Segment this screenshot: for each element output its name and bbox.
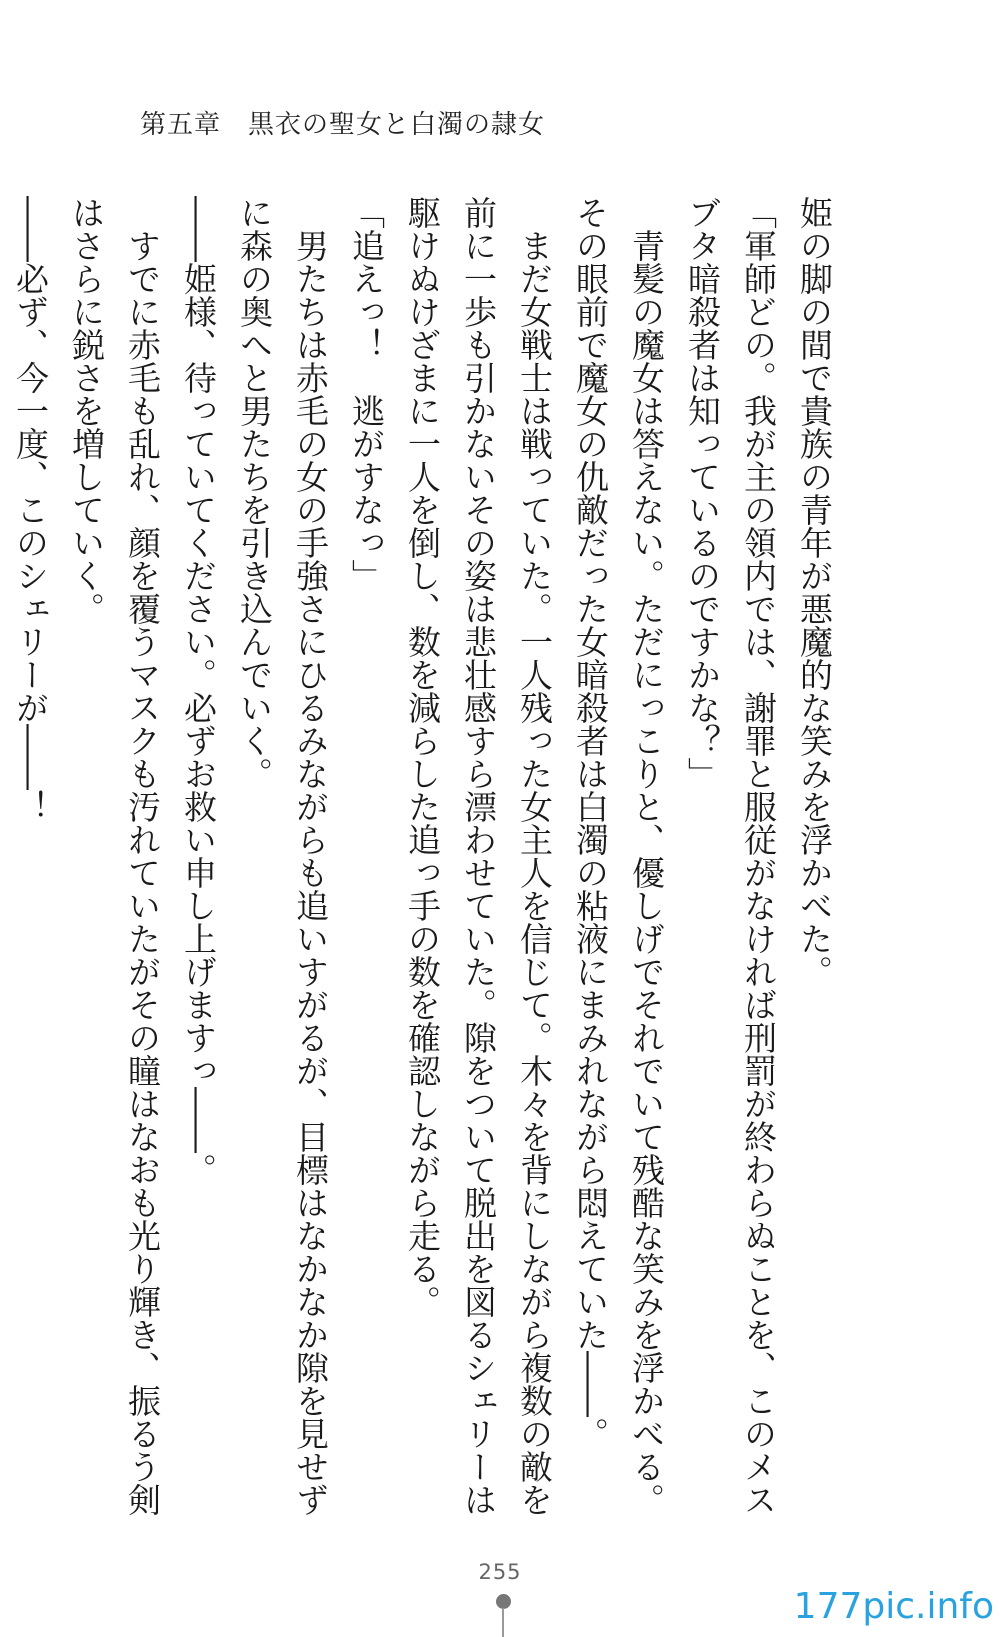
- text-line: ブタ暗殺者は知っているのですかな？」: [683, 196, 722, 790]
- text-line: に森の奥へと男たちを引き込んでいく。: [235, 196, 274, 790]
- text-line: その眼前で魔女の仇敵だった女暗殺者は白濁の粘液にまみれながら悶えていた――。: [571, 196, 610, 1450]
- page-marker-line: [502, 1608, 504, 1637]
- text-line: 青髪の魔女は答えない。ただにっこりと、優しげでそれでいて残酷な笑みを浮かべる。: [627, 196, 666, 1516]
- text-line: ――必ず、今一度、このシェリーが――！: [11, 196, 50, 823]
- text-line: [0, 196, 2, 1376]
- text-line: 男たちは赤毛の女の手強さにひるみながらも追いすがるが、目標はなかなか隙を見せず: [291, 196, 330, 1516]
- text-line: 「軍師どの。我が主の領内では、謝罪と服従がなければ刑罰が終わらぬことを、このメス: [739, 196, 778, 1516]
- text-line: 前に一歩も引かないその姿は悲壮感すら漂わせていた。隙をついて脱出を図るシェリーは: [459, 196, 498, 1516]
- running-head: 第五章 黒衣の聖女と白濁の隷女: [140, 110, 546, 140]
- text-line: すでに赤毛も乱れ、顔を覆うマスクも汚れていたがその瞳はなおも光り輝き、振るう剣: [123, 196, 162, 1516]
- text-line: はさらに鋭さを増していく。: [67, 196, 106, 625]
- body-text: [11, 196, 842, 1516]
- text-line: 姫の脚の間で貴族の青年が悪魔的な笑みを浮かべた。: [795, 196, 834, 988]
- text-line: 「追えっ！ 逃がすなっ」: [347, 196, 386, 592]
- watermark: 177pic.info: [793, 1586, 994, 1627]
- page-number: 255: [478, 1560, 522, 1584]
- text-line: まだ女戦士は戦っていた。一人残った女主人を信じて。木々を背にしながら複数の敵を: [515, 196, 554, 1516]
- page-marker-dot: [496, 1594, 511, 1609]
- text-line: 駆けぬけざまに一人を倒し、数を減らした追っ手の数を確認しながら走る。: [403, 196, 442, 1318]
- text-line: ――姫様、待っていてください。必ずお救い申し上げますっ――。: [179, 196, 218, 1186]
